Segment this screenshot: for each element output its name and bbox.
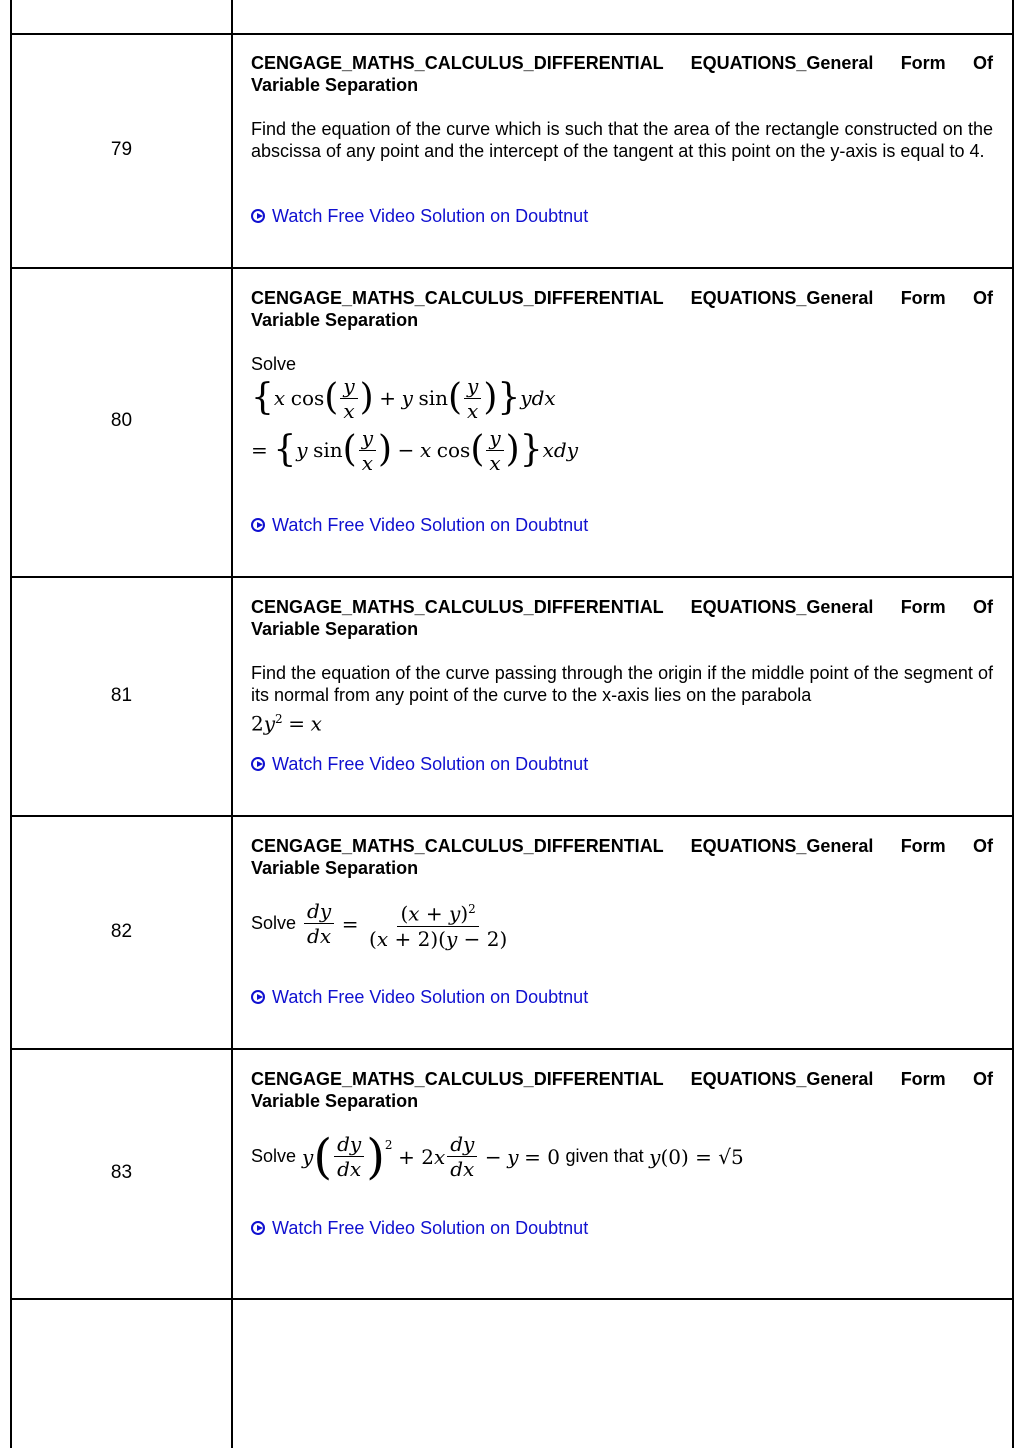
question-text: Find the equation of the curve which is such that the area of the rectangle constructed on the abscissa of any point and the intercept of the tangent at this point on the y-axis is equal to 4.: [251, 119, 993, 161]
question-text: Solve: [251, 354, 297, 374]
question-title: CENGAGE_MATHS_CALCULUS_DIFFERENTIAL EQUATIONS_General Form Of Variable Separation: [251, 836, 993, 878]
play-circle-icon: [251, 990, 265, 1004]
equation-line-1: { x cos ( $\frac{y}{x}$ ) + y sin ( $\frac{y}{x}$ ) } ydx: [251, 373, 556, 423]
row-divider: [10, 33, 1014, 35]
question-block: [251, 835, 993, 949]
table-border-right: [1012, 0, 1014, 1448]
video-solution-link-label: Watch Free Video Solution on Doubtnut: [272, 1218, 589, 1238]
column-divider: [231, 0, 233, 1448]
question-title: CENGAGE_MATHS_CALCULUS_DIFFERENTIAL EQUATIONS_General Form Of Variable Separation: [251, 1069, 993, 1111]
equation: Solve $\frac{dy}{dx}$ = $\frac{(x + y)^2}{(x + 2)(y - 2)}$: [251, 899, 508, 951]
play-circle-icon: [251, 757, 265, 771]
video-solution-link-label: Watch Free Video Solution on Doubtnut: [272, 515, 589, 535]
question-block: [251, 596, 993, 738]
question-text: Solve: [251, 913, 297, 934]
table-border-left: [10, 0, 12, 1448]
question-block: [251, 287, 993, 475]
play-circle-icon: [251, 1221, 265, 1235]
given-text: given that: [565, 1146, 644, 1166]
video-solution-link-label: Watch Free Video Solution on Doubtnut: [272, 987, 589, 1007]
row-divider: [10, 815, 1014, 817]
video-solution-link[interactable]: [251, 205, 588, 227]
question-number: 80: [110, 410, 133, 431]
question-number: 81: [110, 685, 133, 706]
video-solution-link-label: Watch Free Video Solution on Doubtnut: [272, 754, 589, 774]
question-title: CENGAGE_MATHS_CALCULUS_DIFFERENTIAL EQUATIONS_General Form Of Variable Separation: [251, 597, 993, 639]
question-number: 79: [110, 139, 133, 160]
video-solution-link[interactable]: [251, 514, 588, 536]
row-divider: [10, 1048, 1014, 1050]
row-divider: [10, 267, 1014, 269]
question-block: [251, 52, 993, 162]
row-divider: [10, 576, 1014, 578]
play-circle-icon: [251, 518, 265, 532]
question-block: [251, 1068, 993, 1185]
video-solution-link-label: Watch Free Video Solution on Doubtnut: [272, 206, 589, 226]
equation: Solve y ( $\frac{dy}{dx}$ ) $^2$ + 2 x $\frac{dy}{dx}$ − y = 0 given that y (0) = √5: [251, 1128, 744, 1185]
video-solution-link[interactable]: [251, 753, 588, 775]
question-number: 82: [110, 921, 133, 942]
question-text: Solve: [251, 1146, 297, 1166]
parabola-equation: $2y^2 = x$: [251, 711, 322, 736]
question-number: 83: [110, 1162, 133, 1183]
equation-line-2: = { y sin ( $\frac{y}{x}$ ) − x cos ( $\frac{y}{x}$ ) } xdy: [251, 425, 579, 475]
video-solution-link[interactable]: [251, 986, 588, 1008]
question-title: CENGAGE_MATHS_CALCULUS_DIFFERENTIAL EQUATIONS_General Form Of Variable Separation: [251, 53, 993, 95]
row-divider: [10, 1298, 1014, 1300]
question-text: Find the equation of the curve passing through the origin if the middle point of the segment of its normal from any point of the curve to the x-axis lies on the parabola: [251, 663, 993, 705]
video-solution-link[interactable]: [251, 1217, 588, 1239]
question-title: CENGAGE_MATHS_CALCULUS_DIFFERENTIAL EQUATIONS_General Form Of Variable Separation: [251, 288, 993, 330]
play-circle-icon: [251, 209, 265, 223]
